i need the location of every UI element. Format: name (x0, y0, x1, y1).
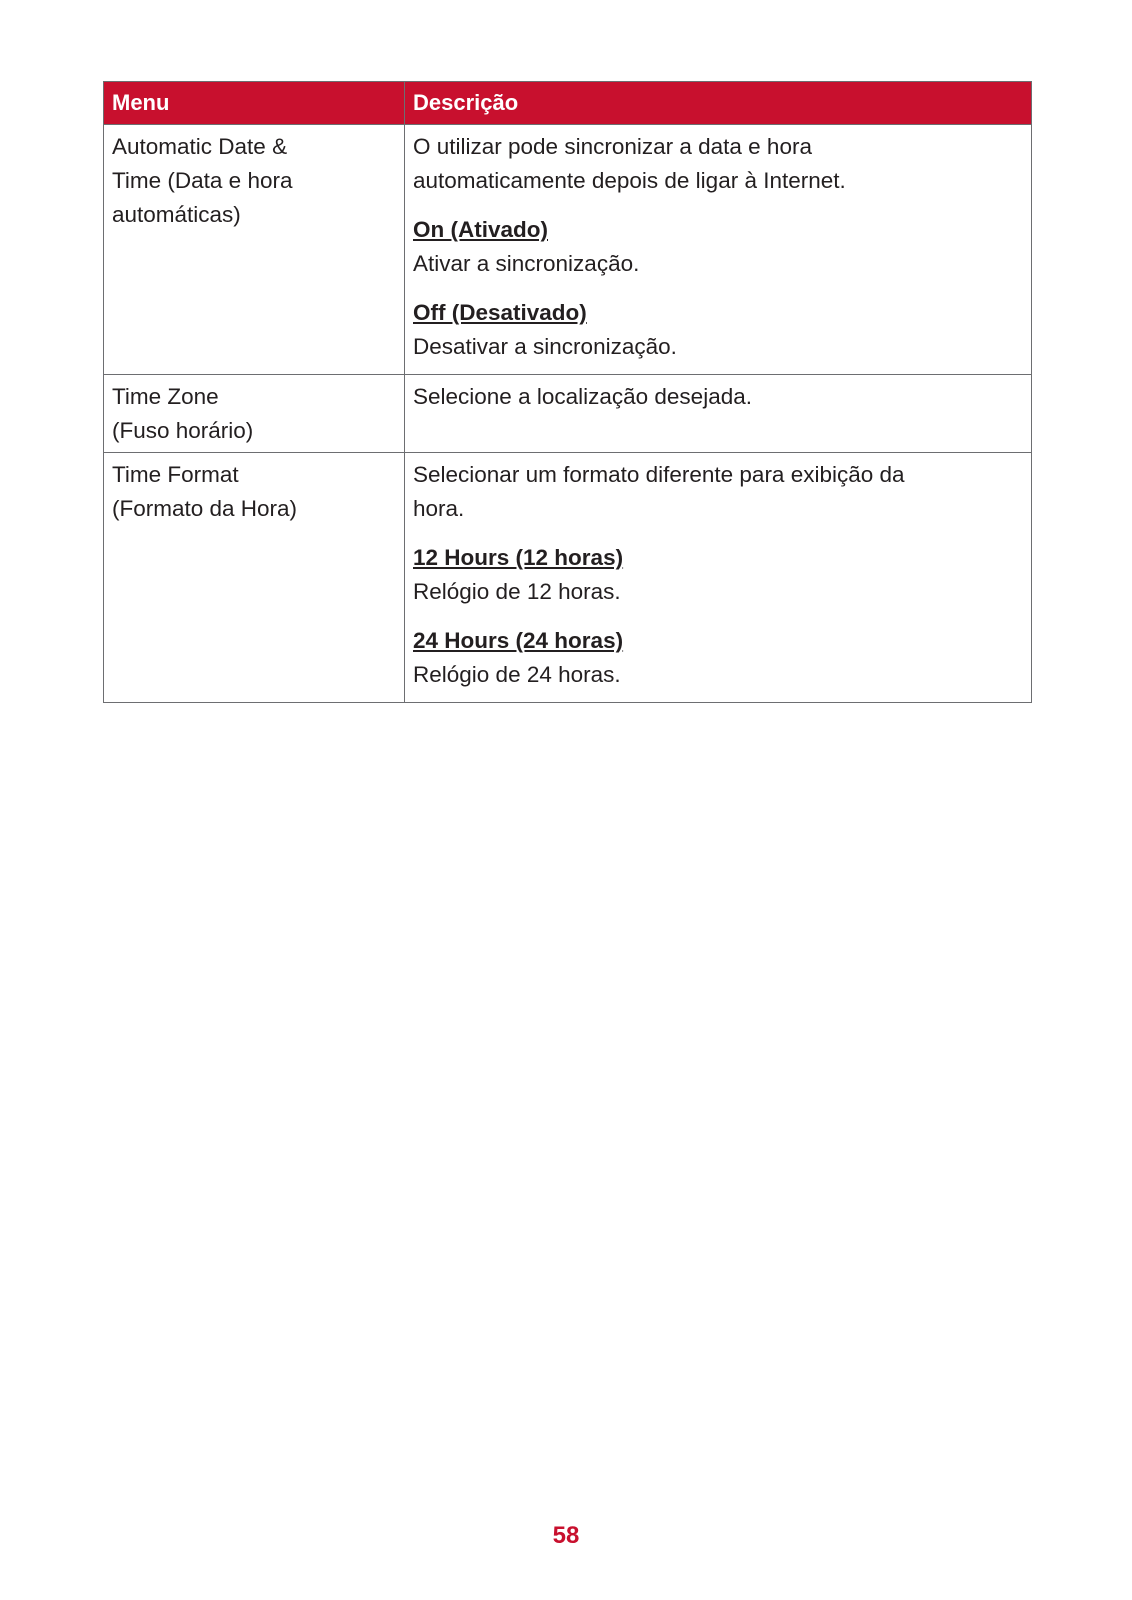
menu-cell (104, 375, 405, 453)
option-title: 24 Hours (24 horas) (413, 628, 624, 653)
description-text: Selecione a localização desejada. (413, 384, 752, 409)
description-cell (405, 125, 1032, 375)
description-text: Selecionar um formato diferente para exibição da (413, 462, 905, 487)
menu-text: (Formato da Hora) (112, 496, 298, 521)
description-text: automaticamente depois de ligar à Internet. (413, 168, 846, 193)
menu-text: Time Zone (112, 384, 219, 409)
option-description: Relógio de 12 horas. (413, 579, 621, 604)
description-cell (405, 453, 1032, 703)
description-text: hora. (413, 496, 465, 521)
menu-text: Time Format (112, 462, 239, 487)
menu-cell (104, 453, 405, 703)
description-text: O utilizar pode sincronizar a data e hora (413, 134, 812, 159)
menu-text: automáticas) (112, 202, 241, 227)
description-cell (405, 375, 1032, 453)
menu-text: (Fuso horário) (112, 418, 254, 443)
menu-text: Automatic Date & (112, 134, 288, 159)
table-row (104, 125, 1032, 375)
table-row (104, 375, 1032, 453)
table-row (104, 453, 1032, 703)
header-menu: Menu (104, 82, 405, 125)
option-description: Ativar a sincronização. (413, 251, 640, 276)
menu-text: Time (Data e hora (112, 168, 293, 193)
option-description: Desativar a sincronização. (413, 334, 677, 359)
menu-description-table (103, 81, 1032, 703)
option-title: On (Ativado) (413, 217, 548, 242)
menu-cell (104, 125, 405, 375)
option-description: Relógio de 24 horas. (413, 662, 621, 687)
page-number: 58 (552, 1522, 580, 1549)
option-title: Off (Desativado) (413, 300, 587, 325)
header-description: Descrição (405, 82, 1032, 125)
table-header-row (104, 82, 1032, 125)
option-title: 12 Hours (12 horas) (413, 545, 624, 570)
